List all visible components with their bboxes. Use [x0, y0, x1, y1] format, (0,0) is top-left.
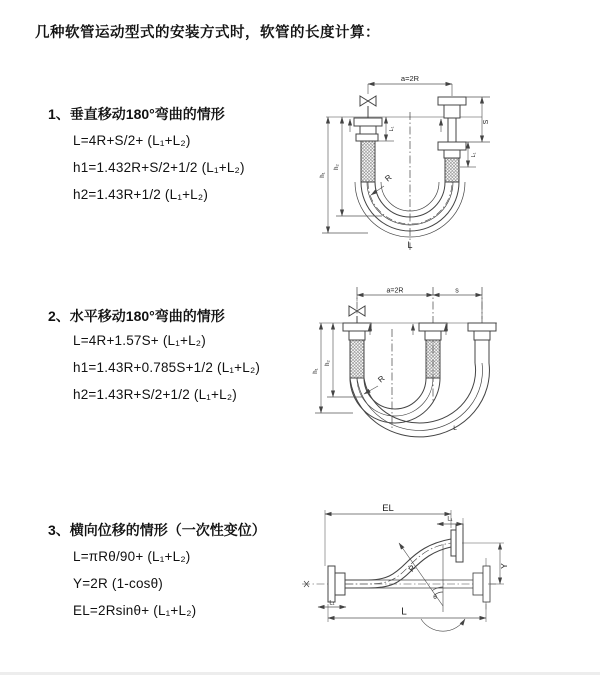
middle-flange — [419, 323, 447, 340]
section-3-heading: 3、横向位移的情形（一次性变位） — [48, 522, 266, 538]
u-bend-original — [350, 378, 440, 423]
section-1-heading: 1、垂直移动180°弯曲的情形 — [48, 106, 225, 122]
diagram-horizontal-180-bend — [305, 283, 600, 458]
left-flange — [328, 566, 345, 602]
right-braided-hose — [445, 158, 459, 182]
formula-h1-section1: h1=1.432R+S/2+1/2 (L₁+L₂) — [73, 160, 245, 175]
formula-h1-section2: h1=1.43R+0.785S+1/2 (L₁+L₂) — [73, 360, 261, 375]
section-2-heading: 2、水平移动180°弯曲的情形 — [48, 308, 225, 324]
length-label: L — [407, 240, 413, 250]
formula-h2-section2: h2=1.43R+S/2+1/2 (L₁+L₂) — [73, 387, 237, 402]
s-curve-hose — [345, 539, 451, 588]
right-flange-displaced — [468, 323, 496, 363]
dim-label-l1-left: L₁ — [389, 126, 395, 132]
right-lower-flange — [438, 142, 466, 158]
section-horizontal-180 — [48, 306, 333, 416]
left-flange — [354, 118, 382, 141]
left-flange — [343, 323, 371, 340]
valve-icon — [360, 96, 376, 118]
dim-label-h2: h₂ — [325, 360, 331, 366]
upper-right-flange — [451, 524, 463, 562]
length-label: L — [453, 425, 457, 432]
dim-label-l1-top: L₁ — [447, 516, 453, 523]
left-braided-hose — [350, 340, 364, 378]
dim-label-h1: h₁ — [320, 172, 326, 178]
centerlines — [357, 287, 482, 429]
middle-braided-hose — [426, 340, 440, 378]
left-braided-hose — [361, 141, 375, 182]
formula-l-section3: L=πRθ/90+ (L₁+L₂) — [73, 549, 191, 564]
radius-label: R — [383, 172, 394, 184]
right-upper-flange — [438, 97, 466, 118]
dim-label-a2r: a=2R — [400, 74, 420, 83]
diagram-vertical-180-bend — [310, 70, 600, 265]
angle-label: θ — [433, 594, 437, 601]
u-bend-displaced — [350, 363, 489, 437]
formula-y-section3: Y=2R (1-cosθ) — [73, 576, 164, 591]
diagram-lateral-displacement — [300, 500, 600, 645]
dim-label-y: Y — [499, 563, 509, 569]
section-vertical-180 — [48, 104, 333, 214]
dimension-lines — [315, 295, 482, 413]
dim-label-s: S — [483, 119, 490, 125]
right-pipe — [448, 118, 456, 142]
radius-label: R — [376, 373, 387, 385]
radius-label: R — [406, 563, 418, 574]
section-lateral-displacement — [48, 520, 333, 630]
page-title: 几种软管运动型式的安装方式时，软管的长度计算： — [35, 25, 380, 41]
dim-label-el: EL — [382, 503, 394, 514]
dim-label-l1-left: L₁ — [329, 600, 335, 607]
dim-label-s: s — [455, 287, 459, 295]
formula-el-section3: EL=2Rsinθ+ (L₁+L₂) — [73, 603, 197, 618]
formula-h2-section1: h2=1.43R+1/2 (L₁+L₂) — [73, 187, 209, 202]
dim-label-a2r: a=2R — [386, 287, 404, 295]
dim-label-l1-right: L₁ — [471, 152, 477, 158]
dim-label-h2: h₂ — [334, 164, 340, 170]
formula-l-section2: L=4R+1.57S+ (L₁+L₂) — [73, 333, 206, 348]
dim-label-h1: h₁ — [313, 368, 319, 374]
dim-label-l: L — [401, 606, 407, 618]
formula-l1-section1: L=4R+S/2+ (L₁+L₂) — [73, 133, 191, 148]
